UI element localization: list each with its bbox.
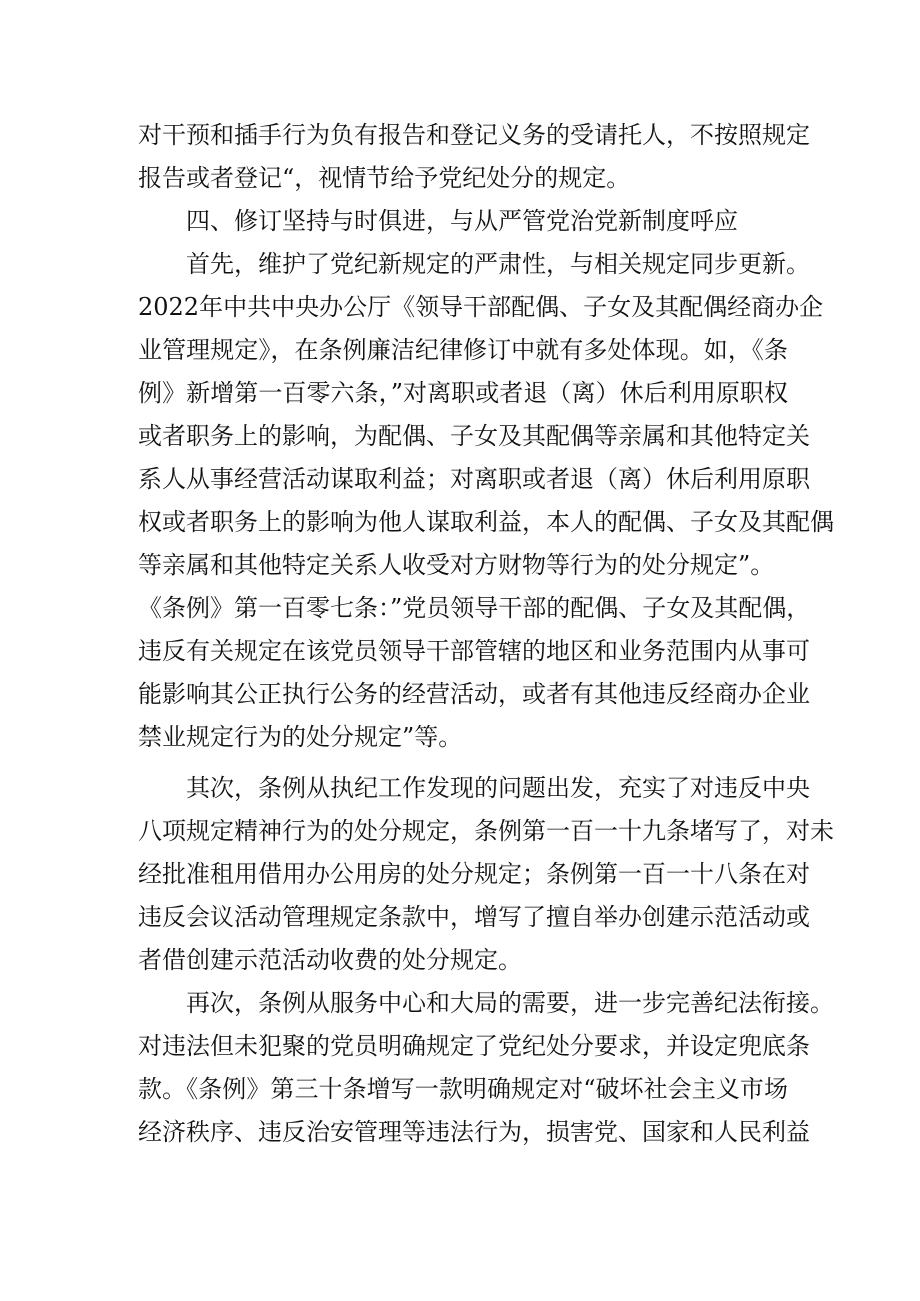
paragraph2-line-4: 违反会议活动管理规定条款中，增写了擅自举办创建示范活动或 — [138, 903, 810, 931]
paragraph3-line-1: 再次，条例从服务中心和大局的需要，进一步完善纪法衔接。 — [186, 989, 834, 1017]
paragraph2-line-5: 者借创建示范活动收费的处分规定。 — [138, 946, 522, 974]
section-heading: 四、修订坚持与时俱进，与从严管党治党新制度呼应 — [186, 207, 738, 235]
paragraph1-line-6: 系人从事经营活动谋取利益；对离职或者退（离）休后利用原职 — [138, 465, 810, 493]
paragraph1-line-12: 禁业规定行为的处分规定”等。 — [138, 723, 463, 751]
intro-line-1: 对干预和插手行为负有报告和登记义务的受请托人，不按照规定 — [138, 121, 810, 149]
paragraph3-line-2: 对违法但未犯聚的党员明确规定了党纪处分要求，并设定兜底条 — [138, 1032, 810, 1060]
paragraph1-line-2: 2022年中共中央办公厅《领导干部配偶、子女及其配偶经商办企 — [138, 293, 824, 321]
paragraph1-line-5: 或者职务上的影响，为配偶、子女及其配偶等亲属和其他特定关 — [138, 422, 810, 450]
paragraph1-line-8: 等亲属和其他特定关系人收受对方财物等行为的处分规定”。 — [138, 551, 775, 579]
paragraph2-line-1: 其次，条例从执纪工作发现的问题出发，充实了对违反中央 — [186, 774, 810, 802]
paragraph2-line-3: 经批准租用借用办公用房的处分规定；条例第一百一十八条在对 — [138, 860, 810, 888]
paragraph1-line-3: 业管理规定》，在条例廉洁纪律修订中就有多处体现。如，《条 — [138, 336, 788, 364]
paragraph1-line-9: 《条例》第一百零七条：”党员领导干部的配偶、子女及其配偶， — [138, 594, 811, 622]
paragraph1-line-1: 首先，维护了党纪新规定的严肃性，与相关规定同步更新。 — [186, 250, 810, 278]
intro-line-2: 报告或者登记“，视情节给予党纪处分的规定。 — [138, 164, 631, 192]
paragraph1-line-4: 例》新增第一百零六条，”对离职或者退（离）休后利用原职权 — [138, 379, 788, 407]
paragraph1-line-7: 权或者职务上的影响为他人谋取利益，本人的配偶、子女及其配偶 — [138, 508, 834, 536]
paragraph3-line-4: 经济秩序、违反治安管理等违法行为，损害党、国家和人民利益 — [138, 1118, 810, 1146]
paragraph3-line-3: 款。《条例》第三十条增写一款明确规定对“破坏社会主义市场 — [138, 1075, 788, 1103]
paragraph1-line-11: 能影响其公正执行公务的经营活动，或者有其他违反经商办企业 — [138, 680, 810, 708]
paragraph2-line-2: 八项规定精神行为的处分规定，条例第一百一十九条堵写了，对未 — [138, 817, 834, 845]
paragraph1-line-10: 违反有关规定在该党员领导干部管辖的地区和业务范围内从事可 — [138, 637, 810, 665]
